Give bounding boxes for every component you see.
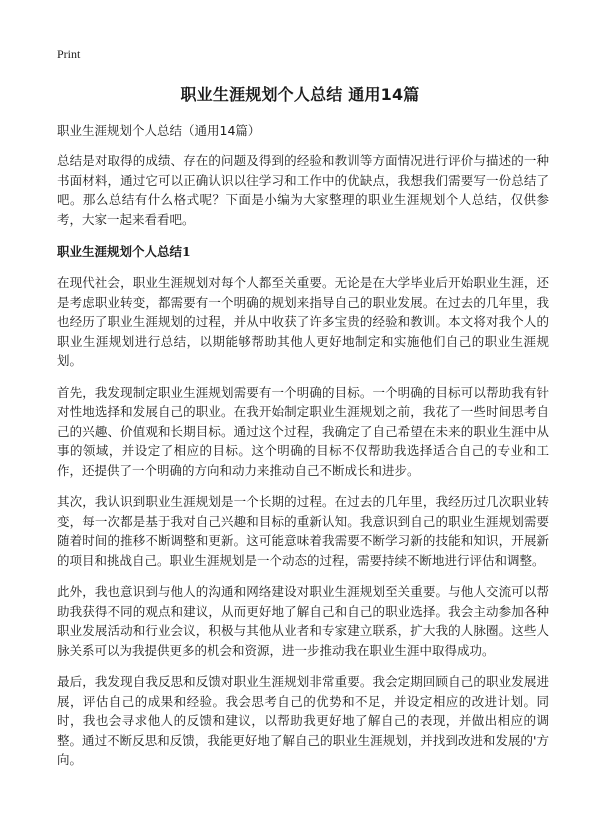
print-link[interactable]: Print	[57, 47, 81, 61]
section-heading: 职业生涯规划个人总结1	[57, 244, 191, 259]
body-paragraph: 此外，我也意识到与他人的沟通和网络建设对职业生涯规划至关重要。与他人交流可以帮助我获得不同的观点和建议，从而更好地了解自己和自己的职业选择。我会主动参加各种职业发展活动和行业会议，积极与其他从业者和专家建立联系，扩大我的人脉圈。这些人脉关系可以为我提供更多的机会和资源，进一步推动我在职业生涯中取得成功。	[57, 584, 549, 658]
body-paragraph: 最后，我发现自我反思和反馈对职业生涯规划非常重要。我会定期回顾自己的职业发展进展，评估自己的成果和经验。我会思考自己的优势和不足，并设定相应的改进计划。同时，我也会寻求他人的反馈和建议，以帮助我更好地了解自己的表现，并做出相应的调整。通过不断反思和反馈，我能更好地了解自己的职业生涯规划，并找到改进和发展的'方向。	[57, 674, 549, 767]
intro-paragraph: 总结是对取得的成绩、存在的问题及得到的经验和教训等方面情况进行评价与描述的一种书面材料，通过它可以正确认识以往学习和工作中的优缺点，我想我们需要写一份总结了吧。那么总结有什么格式呢？下面是小编为大家整理的职业生涯规划个人总结，仅供参考，大家一起来看看吧。	[57, 153, 549, 227]
body-paragraph: 首先，我发现制定职业生涯规划需要有一个明确的目标。一个明确的目标可以帮助我有针对性地选择和发展自己的职业。在我开始制定职业生涯规划之前，我花了一些时间思考自己的兴趣、价值观和长期目标。通过这个过程，我确定了自己希望在未来的职业生涯中从事的领域，并设定了相应的目标。这个明确的目标不仅帮助我选择适合自己的专业和工作，还提供了一个明确的方向和动力来推动自己不断成长和进步。	[57, 384, 549, 478]
body-paragraph: 在现代社会，职业生涯规划对每个人都至关重要。无论是在大学毕业后开始职业生涯，还是考虑职业转变，都需要有一个明确的规划来指导自己的职业发展。在过去的几年里，我也经历了职业生涯规划的过程，并从中收获了许多宝贵的经验和教训。本文将对我个人的职业生涯规划进行总结，以期能够帮助其他人更好地制定和实施他们自己的职业生涯规划。	[57, 275, 549, 368]
body-paragraph: 其次，我认识到职业生涯规划是一个长期的过程。在过去的几年里，我经历过几次职业转变，每一次都是基于我对自己兴趣和目标的重新认知。我意识到自己的职业生涯规划需要随着时间的推移不断调整和更新。这可能意味着我需要不断学习新的技能和知识，开展新的项目和挑战自己。职业生涯规划是一个动态的过程，需要持续不断地进行评估和调整。	[57, 494, 549, 568]
document-body	[57, 122, 549, 782]
document-subtitle: 职业生涯规划个人总结（通用14篇）	[57, 123, 261, 138]
document-title: 职业生涯规划个人总结 通用14篇	[180, 85, 420, 104]
